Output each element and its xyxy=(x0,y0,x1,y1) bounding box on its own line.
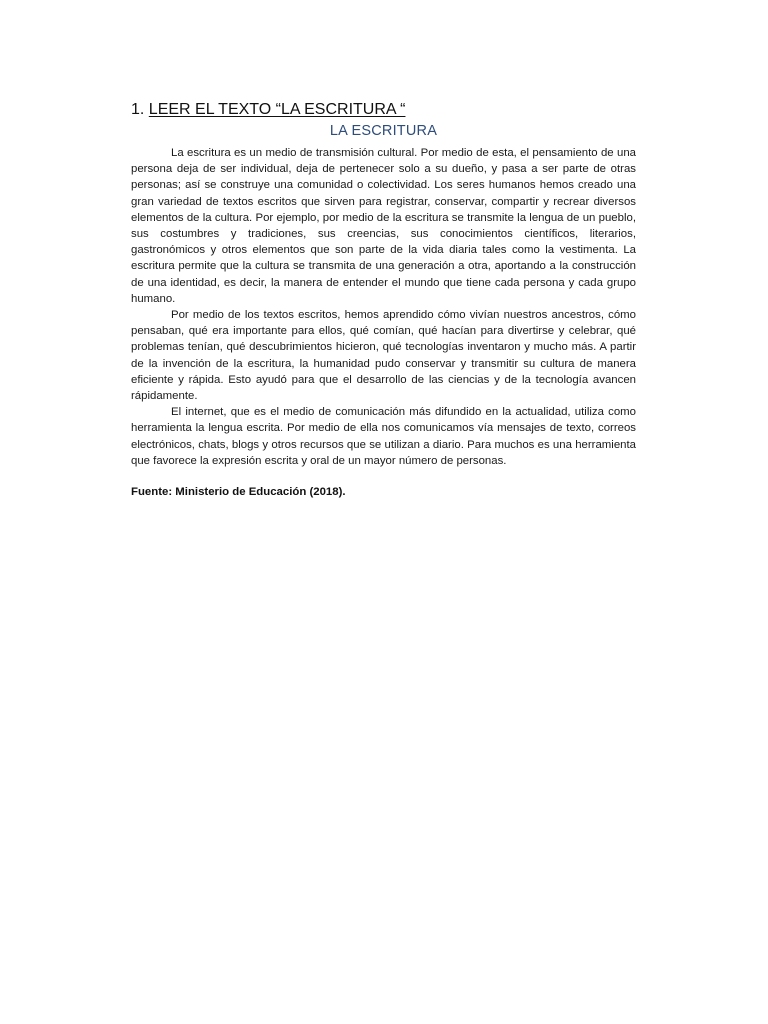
document-title: LA ESCRITURA xyxy=(329,123,438,139)
paragraph-1: La escritura es un medio de transmisión cultural. Por medio de esta, el pensamiento de una persona deja de ser individual, deja de pertenecer solo a su dueño, y pasa a ser parte de otras personas; así se construye una comunidad o colectividad. Los seres humanos hemos creado una gran variedad de textos escritos que sirven para registrar, conservar, compartir y recrear diversos elementos de la cultura. Por ejemplo, por medio de la escritura se transmite la lengua de un pueblo, sus costumbres y tradiciones, sus creencias, sus conocimientos científicos, literarios, gastronómicos y otros elementos que son parte de la vida diaria tales como la vestimenta. La escritura permite que la cultura se transmita de una generación a otra, aportando a la construcción de una identidad, es decir, la manera de entender el mundo que tiene cada persona y cada grupo humano. xyxy=(131,147,636,305)
heading-number: 1. xyxy=(131,101,145,118)
instruction-heading xyxy=(131,100,405,120)
body-text xyxy=(131,145,636,469)
paragraph-3: El internet, que es el medio de comunicación más difundido en la actualidad, utiliza como herramienta la lengua escrita. Por medio de ella nos comunicamos vía mensajes de texto, correos electrónicos, chats, blogs y otros recursos que se utilizan a diario. Para muchos es una herramienta que favorece la expresión escrita y oral de un mayor número de personas. xyxy=(131,406,636,467)
paragraph-2: Por medio de los textos escritos, hemos aprendido cómo vivían nuestros ancestros, cómo pensaban, qué era importante para ellos, qué comían, qué hacían para divertirse y celebrar, qué problemas tenían, qué descubrimientos hicieron, qué tecnologías inventaron y mucho más. A partir de la invención de la escritura, la humanidad pudo conservar y transmitir su cultura de manera eficiente y rápida. Esto ayudó para que el desarrollo de las ciencias y de la tecnología avancen rápidamente. xyxy=(131,309,636,403)
source-citation: Fuente: Ministerio de Educación (2018). xyxy=(131,486,346,498)
heading-text: LEER EL TEXTO “LA ESCRITURA “ xyxy=(148,101,406,118)
